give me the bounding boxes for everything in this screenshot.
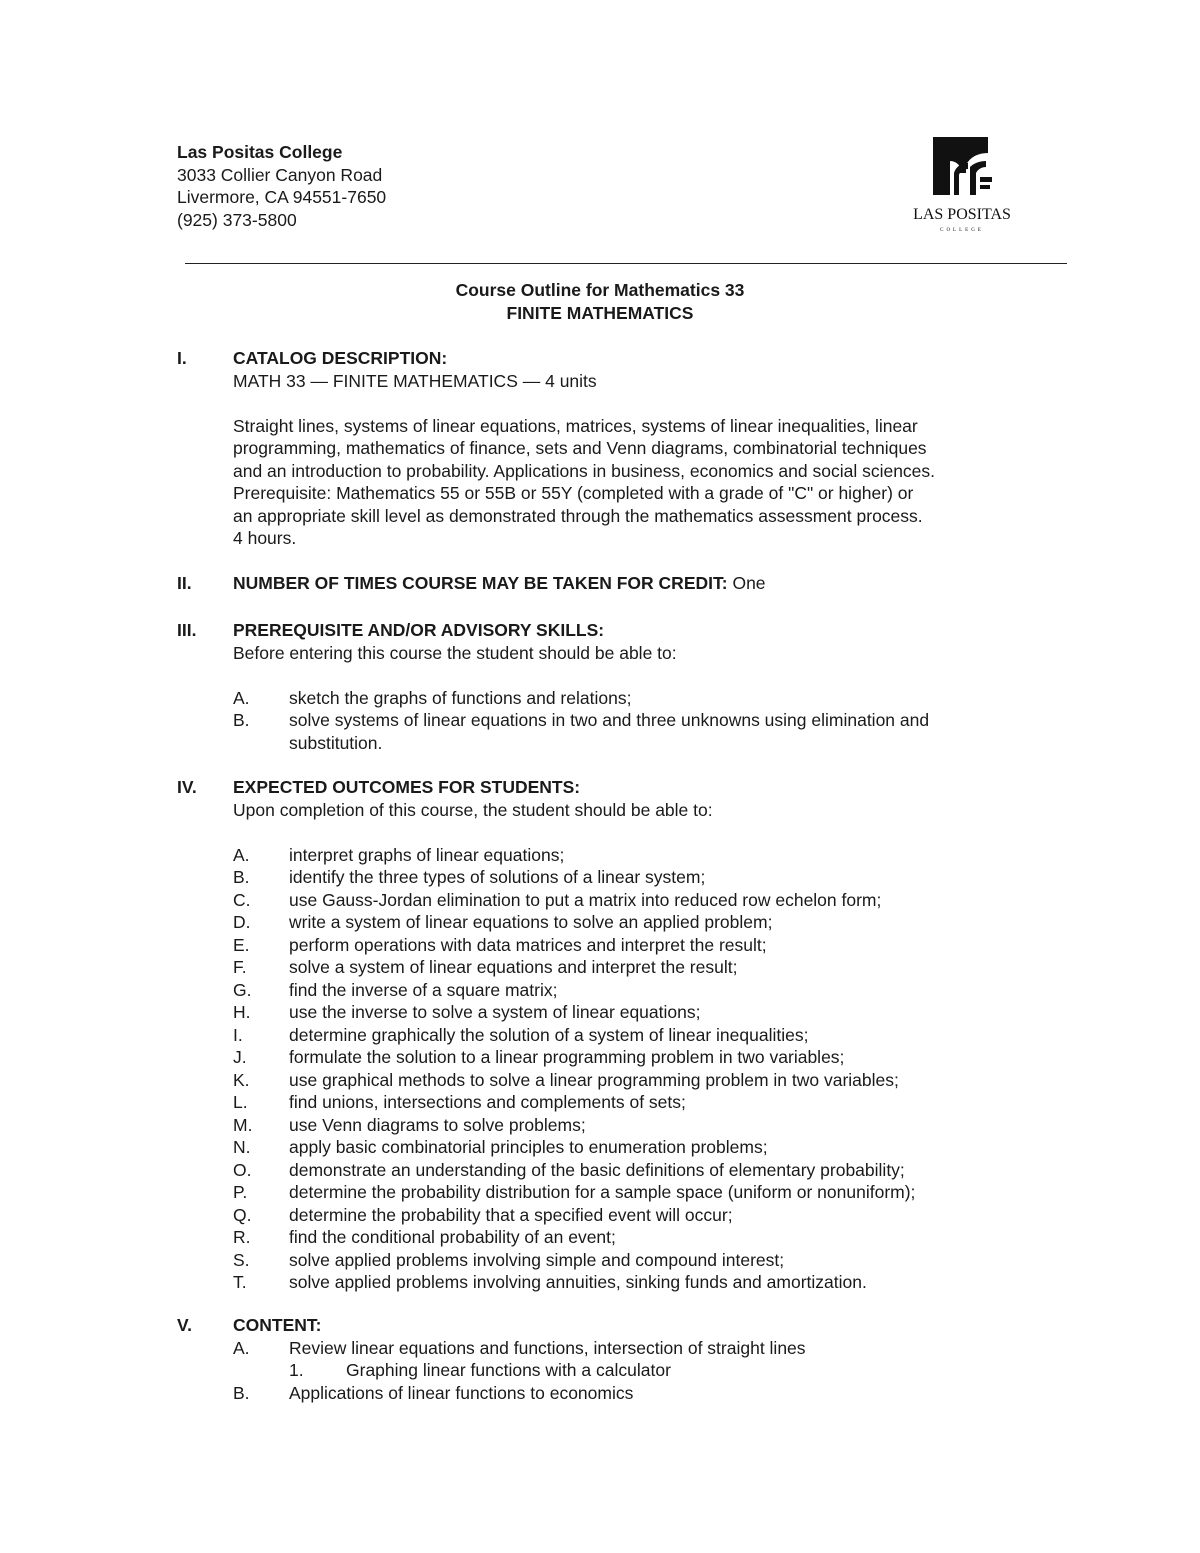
list-text: find the conditional probability of an event; (289, 1227, 616, 1247)
list-letter: C. (233, 889, 251, 910)
list-text: substitution. (289, 732, 383, 753)
list-item (233, 1069, 1033, 1092)
list-letter: E. (233, 934, 250, 955)
list-text: determine the probability that a specified event will occur; (289, 1204, 733, 1225)
list-item (233, 1024, 1033, 1047)
list-item (233, 934, 1033, 957)
list-text: find unions, intersections and complements of sets; (289, 1092, 686, 1112)
list-letter: T. (233, 1272, 247, 1292)
list-letter: N. (233, 1137, 251, 1157)
list-item (233, 1226, 1033, 1249)
list-letter: G. (233, 979, 252, 1000)
section-number: II. (177, 573, 192, 593)
list-text: solve applied problems involving simple and compound interest; (289, 1249, 785, 1270)
times-taken-value: One (732, 573, 766, 593)
section-heading: CATALOG DESCRIPTION: (233, 348, 448, 368)
list-item (233, 1271, 1033, 1294)
list-text: demonstrate an understanding of the basic definitions of elementary probability; (289, 1159, 905, 1180)
outcomes-list (233, 844, 1033, 1294)
header-divider (185, 263, 1067, 264)
svg-text:LAS POSITAS: LAS POSITAS (913, 206, 1011, 223)
list-text: determine graphically the solution of a system of linear inequalities; (289, 1024, 809, 1045)
list-item (233, 1091, 1033, 1114)
section-heading: EXPECTED OUTCOMES FOR STUDENTS: (233, 777, 581, 797)
paragraph-line: an appropriate skill level as demonstrated through the mathematics assessment process. (233, 505, 923, 526)
course-units-line: MATH 33 — FINITE MATHEMATICS — 4 units (233, 370, 597, 391)
list-text: determine the probability distribution for a sample space (uniform or nonuniform); (289, 1182, 916, 1202)
address-line-2: Livermore, CA 94551-7650 (177, 187, 387, 207)
section-number: III. (177, 620, 197, 640)
sub-list-item (233, 1359, 1033, 1382)
list-letter: B. (233, 867, 250, 887)
section-intro: Upon completion of this course, the student should be able to: (233, 799, 713, 820)
section-heading: NUMBER OF TIMES COURSE MAY BE TAKEN FOR CREDIT: (233, 573, 728, 593)
list-text: Review linear equations and functions, intersection of straight lines (289, 1337, 806, 1358)
address-line-1: 3033 Collier Canyon Road (177, 164, 383, 185)
list-letter: I. (233, 1024, 243, 1045)
course-title-block (0, 279, 1200, 324)
content-list (233, 1337, 1033, 1405)
list-text: solve a system of linear equations and interpret the result; (289, 957, 738, 977)
list-item (233, 1382, 1033, 1405)
list-text: use Gauss-Jordan elimination to put a matrix into reduced row echelon form; (289, 889, 882, 910)
paragraph-line: Prerequisite: Mathematics 55 or 55B or 55Y (completed with a grade of "C" or higher) or (233, 483, 914, 503)
prerequisite-list (233, 687, 1033, 755)
list-letter: K. (233, 1069, 250, 1090)
list-text: apply basic combinatorial principles to enumeration problems; (289, 1137, 768, 1157)
list-letter: H. (233, 1002, 251, 1022)
list-text: find the inverse of a square matrix; (289, 979, 558, 1000)
list-item (233, 1159, 1033, 1182)
list-letter: S. (233, 1249, 250, 1270)
list-text: use the inverse to solve a system of linear equations; (289, 1002, 701, 1022)
list-text: perform operations with data matrices and interpret the result; (289, 934, 767, 955)
list-text: sketch the graphs of functions and relations; (289, 687, 632, 708)
section-number: IV. (177, 777, 197, 797)
list-item (233, 1249, 1033, 1272)
list-text: Applications of linear functions to economics (289, 1382, 634, 1403)
list-item (233, 956, 1033, 979)
section-number: V. (177, 1315, 192, 1335)
list-item (233, 889, 1033, 912)
list-text: use Venn diagrams to solve problems; (289, 1114, 586, 1135)
list-item (233, 1114, 1033, 1137)
list-item (233, 979, 1033, 1002)
section-intro: Before entering this course the student should be able to: (233, 642, 677, 663)
list-letter: P. (233, 1182, 248, 1202)
list-text: interpret graphs of linear equations; (289, 844, 565, 865)
list-letter: O. (233, 1159, 252, 1180)
list-text: identify the three types of solutions of a linear system; (289, 867, 706, 887)
list-item (233, 709, 1033, 754)
paragraph-line: and an introduction to probability. Applications in business, economics and social sciences. (233, 460, 936, 481)
phone-number: (925) 373-5800 (177, 209, 297, 230)
svg-text:COLLEGE: COLLEGE (940, 228, 984, 233)
paragraph-line: Straight lines, systems of linear equations, matrices, systems of linear inequalities, linear (233, 415, 918, 436)
list-letter: D. (233, 912, 251, 932)
college-name: Las Positas College (177, 142, 343, 162)
list-item (233, 1046, 1033, 1069)
section-number: I. (177, 348, 187, 368)
list-number: 1. (289, 1360, 304, 1380)
list-letter: Q. (233, 1204, 252, 1225)
list-item (233, 866, 1033, 889)
list-item (233, 1001, 1033, 1024)
list-letter: A. (233, 687, 250, 708)
list-letter: J. (233, 1047, 247, 1067)
list-item (233, 911, 1033, 934)
catalog-description-paragraph (233, 415, 1033, 550)
list-text: formulate the solution to a linear programming problem in two variables; (289, 1047, 845, 1067)
list-letter: B. (233, 710, 250, 730)
list-text: solve systems of linear equations in two and three unknowns using elimination and (289, 710, 930, 730)
list-letter: M. (233, 1114, 253, 1135)
course-name-title: FINITE MATHEMATICS (506, 302, 694, 323)
paragraph-line: 4 hours. (233, 528, 297, 548)
course-outline-title: Course Outline for Mathematics 33 (455, 280, 745, 300)
list-text: Graphing linear functions with a calculator (346, 1360, 671, 1380)
list-item (233, 1181, 1033, 1204)
list-item (233, 1204, 1033, 1227)
list-item (233, 844, 1033, 867)
list-letter: L. (233, 1092, 248, 1112)
list-letter: A. (233, 1337, 250, 1358)
section-heading: PREREQUISITE AND/OR ADVISORY SKILLS: (233, 620, 605, 640)
college-address-block (177, 141, 386, 231)
list-letter: B. (233, 1382, 250, 1403)
list-letter: R. (233, 1227, 251, 1247)
list-item (233, 1337, 1033, 1360)
list-text: write a system of linear equations to solve an applied problem; (289, 912, 773, 932)
list-letter: A. (233, 844, 250, 865)
list-letter: F. (233, 957, 247, 977)
list-item (233, 687, 1033, 710)
section-heading: CONTENT: (233, 1315, 322, 1335)
list-text: solve applied problems involving annuities, sinking funds and amortization. (289, 1272, 867, 1292)
list-text: use graphical methods to solve a linear programming problem in two variables; (289, 1069, 899, 1090)
list-item (233, 1136, 1033, 1159)
paragraph-line: programming, mathematics of finance, sets and Venn diagrams, combinatorial techniques (233, 438, 927, 458)
las-positas-logo-icon (908, 133, 1016, 233)
